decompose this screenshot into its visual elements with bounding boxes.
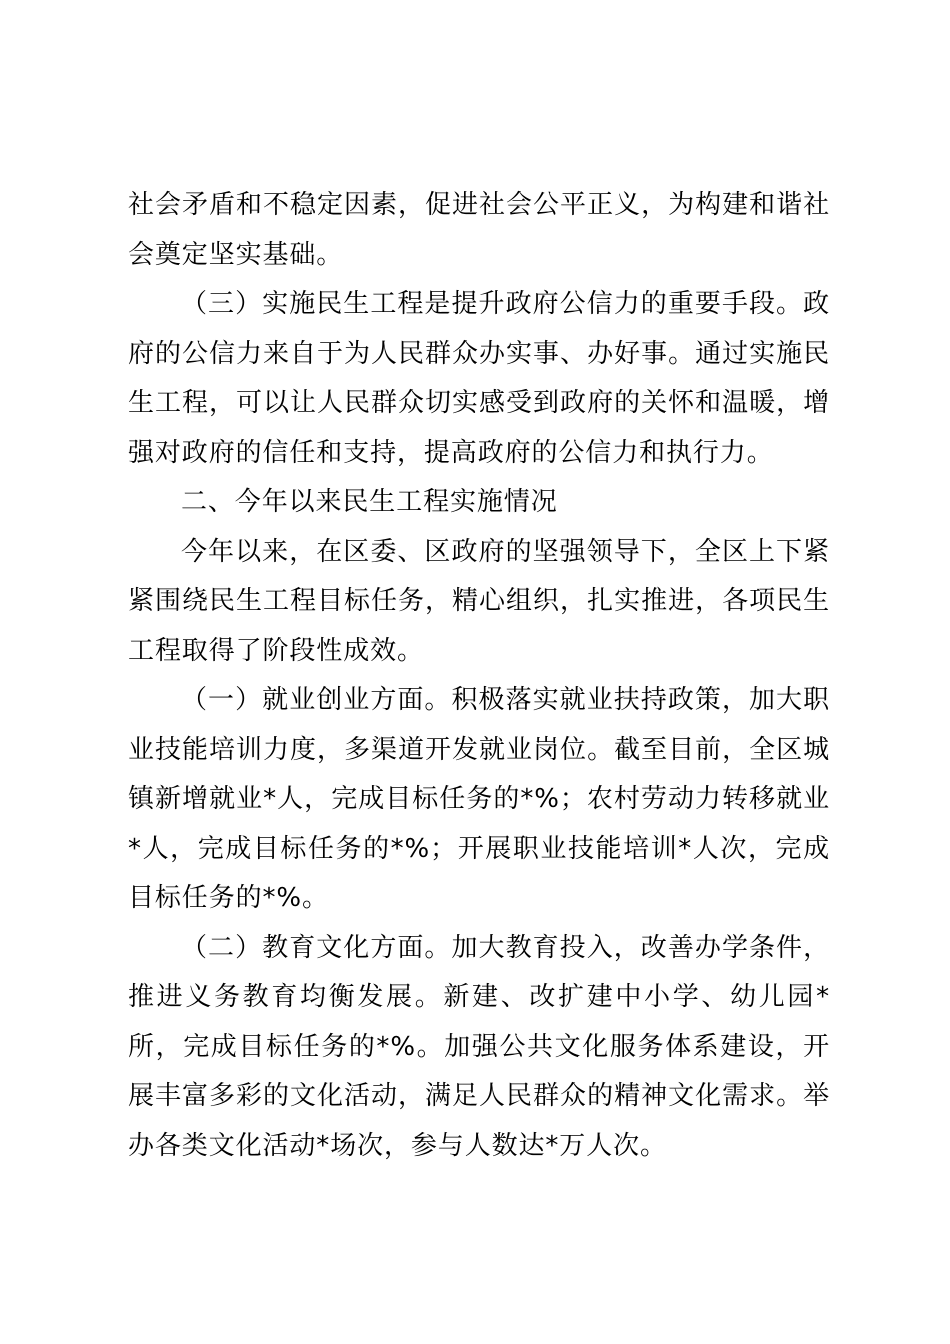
- paragraph-education-culture: （二）教育文化方面。加大教育投入，改善办学条件，推进义务教育均衡发展。新建、改扩建中小学、幼儿园*所，完成目标任务的*%。加强公共文化服务体系建设，开展丰富多彩的文化活动，满足人民群众的精神文化需求。举办各类文化活动*场次，参与人数达*万人次。: [128, 932, 830, 1161]
- document-body: [128, 181, 830, 1171]
- paragraph-continuation: 社会矛盾和不稳定因素，促进社会公平正义，为构建和谐社会奠定坚实基础。: [128, 190, 830, 270]
- paragraph-section-three: （三）实施民生工程是提升政府公信力的重要手段。政府的公信力来自于为人民群众办实事、办好事。通过实施民生工程，可以让人民群众切实感受到政府的关怀和温暖，增强对政府的信任和支持，提高政府的公信力和执行力。: [128, 289, 830, 468]
- paragraph-overview: 今年以来，在区委、区政府的坚强领导下，全区上下紧紧围绕民生工程目标任务，精心组织，扎实推进，各项民生工程取得了阶段性成效。: [128, 536, 830, 666]
- section-heading-two: 二、今年以来民生工程实施情况: [181, 487, 558, 517]
- paragraph-employment: （一）就业创业方面。积极落实就业扶持政策，加大职业技能培训力度，多渠道开发就业岗位。截至目前，全区城镇新增就业*人，完成目标任务的*%；农村劳动力转移就业*人，完成目标任务的*%；开展职业技能培训*人次，完成目标任务的*%。: [128, 685, 830, 913]
